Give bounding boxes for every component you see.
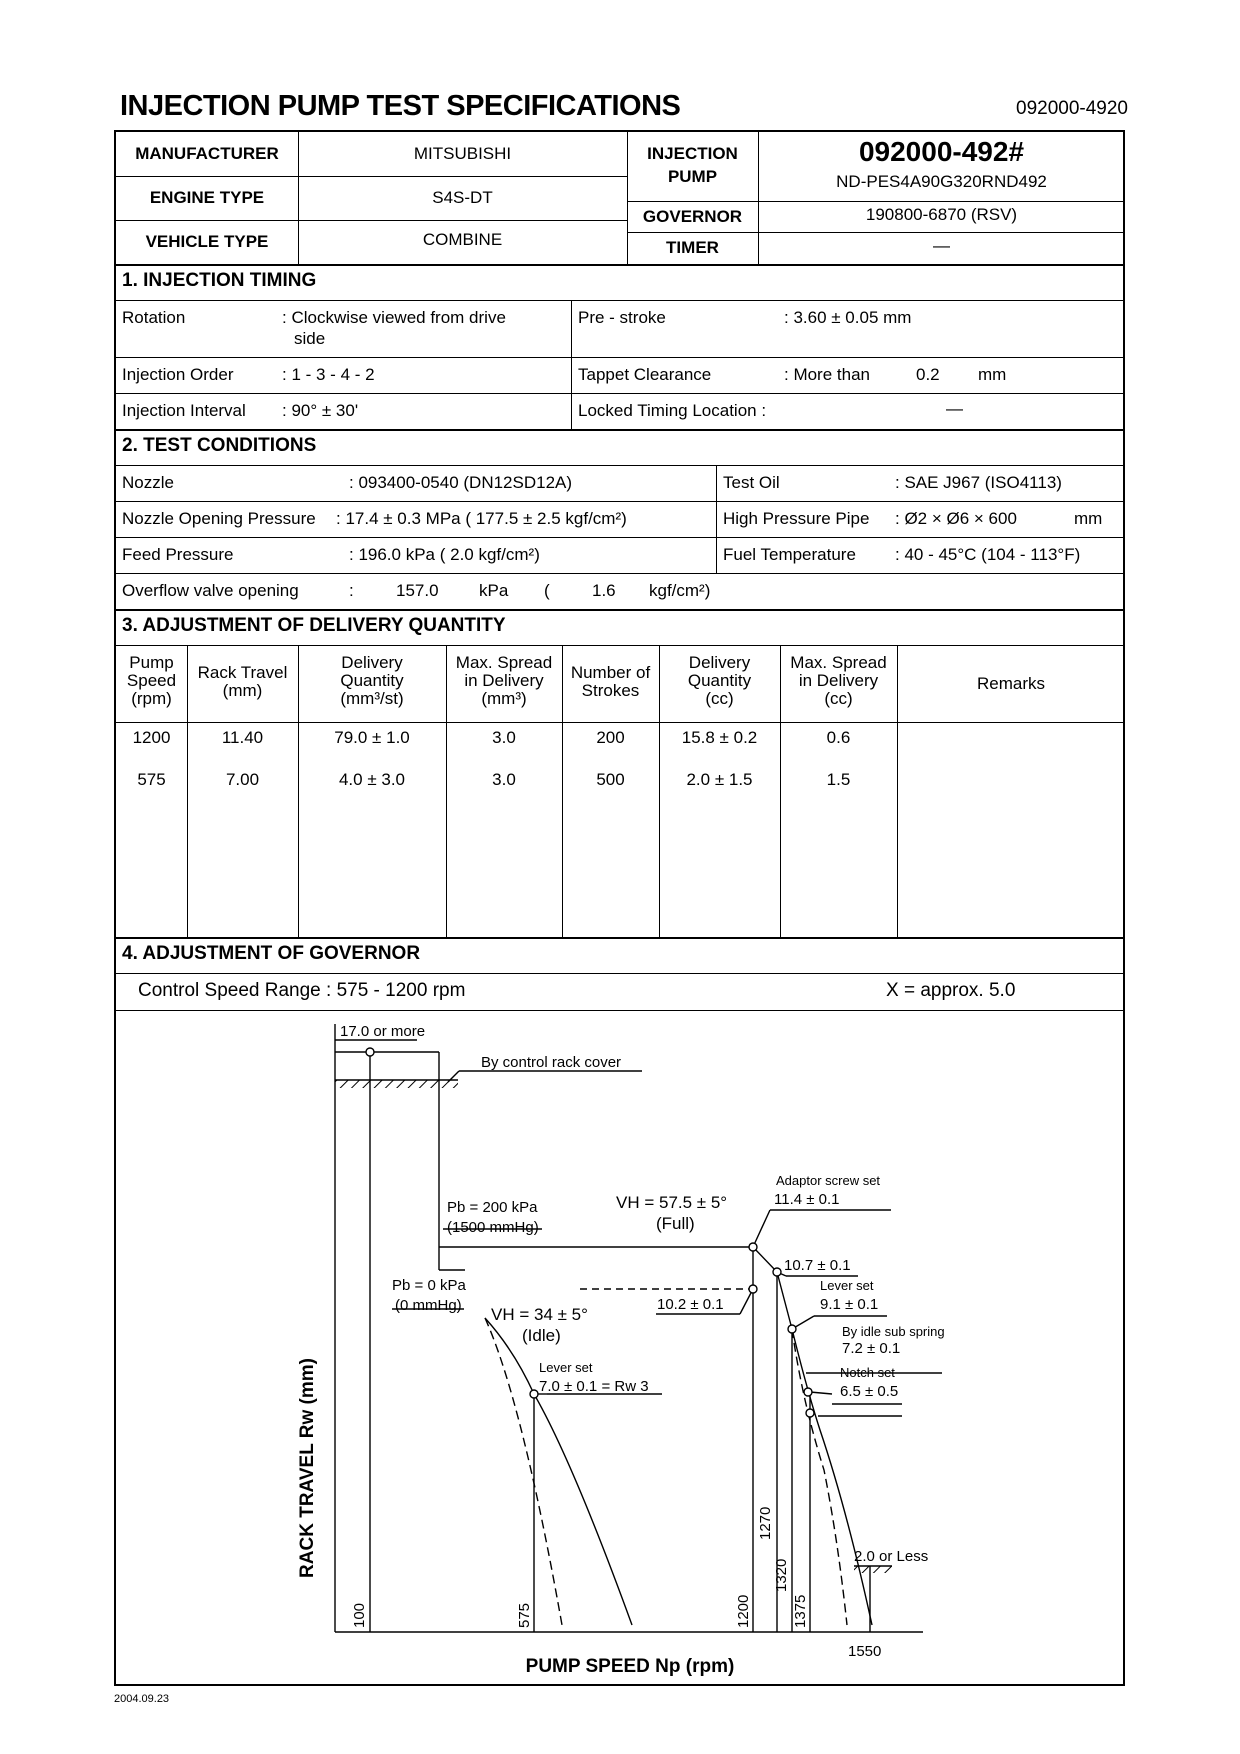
label-control-rack-cover: By control rack cover (481, 1054, 622, 1071)
delivery-table-cell: 15.8 ± 0.2 (681, 728, 758, 747)
delivery-table-header-line: in Delivery (464, 671, 544, 690)
tappet-clearance-value: : More than (784, 365, 870, 384)
label-10-7: 10.7 ± 0.1 (784, 1257, 851, 1274)
timer-value: — (933, 236, 950, 255)
delivery-table-header-line: Quantity (687, 671, 752, 690)
label-notch-set: Notch set (840, 1365, 895, 1380)
delivery-table-header-line: Remarks (976, 674, 1045, 693)
pump-number: 092000-492# (858, 136, 1025, 167)
delivery-table-header-cell (780, 654, 897, 708)
injection-interval-value: : 90° ± 30' (282, 401, 359, 420)
feed-pressure-value: : 196.0 kPa ( 2.0 kgf/cm²) (349, 545, 540, 564)
delivery-table-cell: 2.0 ± 1.5 (686, 770, 753, 789)
locked-timing-value: — (946, 399, 963, 418)
injection-order-label: Injection Order (122, 365, 234, 384)
label-vh-full: VH = 57.5 ± 5° (616, 1193, 728, 1212)
governor-label: GOVERNOR (642, 207, 743, 226)
delivery-table-cell: 79.0 ± 1.0 (334, 728, 410, 747)
delivery-table-header-cell (187, 664, 298, 700)
label-idle: (Idle) (522, 1326, 561, 1345)
section-injection-timing-title: 1. INJECTION TIMING (122, 270, 317, 291)
label-lever-set-idle: Lever set (539, 1360, 593, 1375)
label-notch-value: 6.5 ± 0.5 (840, 1383, 899, 1400)
overflow-valve-colon: : (349, 581, 354, 600)
nozzle-value: : 093400-0540 (DN12SD12A) (349, 473, 573, 492)
label-full: (Full) (656, 1214, 695, 1233)
tick-1270: 1270 (757, 1506, 774, 1540)
test-oil-label: Test Oil (723, 473, 780, 492)
delivery-table-cell: 1.5 (826, 770, 851, 789)
overflow-valve-paren: ( (544, 581, 550, 600)
overflow-valve-label: Overflow valve opening (122, 581, 299, 600)
delivery-table-header-line: Speed (126, 671, 177, 690)
section-delivery-quantity-title: 3. ADJUSTMENT OF DELIVERY QUANTITY (122, 615, 506, 636)
delivery-table-cell: 0.6 (826, 728, 851, 747)
label-pb-200-kpa: Pb = 200 kPa (447, 1199, 538, 1216)
x-approx-value: X = approx. 5.0 (886, 980, 1016, 1001)
label-lever-set-value: 9.1 ± 0.1 (820, 1296, 879, 1313)
manufacturer-value: MITSUBISHI (413, 144, 512, 163)
delivery-table-cell: 3.0 (492, 770, 516, 789)
label-lever-set-rw3: 7.0 ± 0.1 = Rw 3 (539, 1378, 649, 1395)
footer-date: 2004.09.23 (114, 1693, 170, 1705)
rotation-value-cont: side (294, 329, 326, 348)
engine-type-label: ENGINE TYPE (149, 188, 265, 207)
label-17-or-more: 17.0 or more (340, 1023, 426, 1040)
delivery-table-header-line: (cc) (824, 689, 853, 708)
delivery-table-header-line: (mm³) (481, 689, 527, 708)
high-pressure-pipe-label: High Pressure Pipe (723, 509, 870, 528)
delivery-table-header-line: Rack Travel (197, 663, 288, 682)
feed-pressure-label: Feed Pressure (122, 545, 234, 564)
page-title: INJECTION PUMP TEST SPECIFICATIONS (120, 90, 681, 122)
label-pb-0-mmhg: (0 mmHg) (395, 1297, 462, 1314)
fuel-temperature-value: : 40 - 45°C (104 - 113°F) (895, 545, 1081, 564)
delivery-table-header-cell (298, 654, 446, 708)
label-adaptor-value: 11.4 ± 0.1 (774, 1191, 840, 1208)
delivery-table-header-line: Pump (129, 653, 174, 672)
delivery-table-cell: 500 (596, 770, 625, 789)
delivery-table-header-line: Strokes (581, 681, 640, 700)
tappet-clearance-number: 0.2 (916, 365, 940, 384)
delivery-table-cell: 11.40 (221, 728, 264, 747)
rotation-value: : Clockwise viewed from drive (282, 308, 506, 327)
tappet-clearance-unit: mm (978, 365, 1007, 384)
label-pb-200-mmhg: (1500 mmHg) (447, 1219, 539, 1236)
engine-type-value: S4S-DT (432, 188, 493, 207)
delivery-table-header-line: Quantity (340, 671, 404, 690)
spec-sheet (114, 130, 1125, 1686)
section-test-conditions-title: 2. TEST CONDITIONS (122, 435, 317, 456)
nozzle-opening-pressure-label: Nozzle Opening Pressure (122, 509, 316, 528)
delivery-table-header-line: in Delivery (798, 671, 879, 690)
delivery-table-cell: 7.00 (225, 770, 260, 789)
delivery-table-cell: 575 (137, 770, 166, 789)
label-idle-sub-spring: By idle sub spring (842, 1324, 945, 1339)
prestroke-value: : 3.60 ± 0.05 mm (784, 308, 912, 327)
nozzle-opening-pressure-value: : 17.4 ± 0.3 MPa ( 177.5 ± 2.5 kgf/cm²) (336, 509, 627, 528)
delivery-table-header-cell (897, 675, 1125, 693)
governor-diagram (116, 1010, 1123, 1686)
delivery-table-header-cell (446, 654, 562, 708)
delivery-table-cell: 1200 (132, 728, 171, 747)
timer-label: TIMER (666, 238, 719, 257)
tick-1375: 1375 (792, 1594, 809, 1628)
label-adaptor-screw: Adaptor screw set (776, 1173, 881, 1188)
delivery-table-header-line: (rpm) (131, 689, 172, 708)
delivery-table-header-line: Max. Spread (455, 653, 553, 672)
delivery-table-cell: 3.0 (492, 728, 516, 747)
overflow-valve-kgf: 1.6 (592, 581, 616, 600)
tick-575: 575 (516, 1602, 533, 1628)
delivery-table-cell: 200 (596, 728, 625, 747)
vehicle-type-label: VEHICLE TYPE (145, 232, 269, 251)
tick-1320: 1320 (773, 1558, 790, 1592)
delivery-table-header-cell (659, 654, 780, 708)
label-idle-sub-value: 7.2 ± 0.1 (842, 1340, 901, 1357)
label-10-2: 10.2 ± 0.1 (657, 1296, 724, 1313)
label-vh-idle: VH = 34 ± 5° (491, 1305, 588, 1324)
section-governor-title: 4. ADJUSTMENT OF GOVERNOR (122, 943, 421, 964)
rotation-label: Rotation (122, 308, 186, 327)
y-axis-label: RACK TRAVEL Rw (mm) (297, 1358, 318, 1578)
test-oil-value: : SAE J967 (ISO4113) (895, 473, 1062, 492)
manufacturer-label: MANUFACTURER (135, 144, 279, 163)
delivery-table-header-cell (116, 654, 187, 708)
delivery-table-header-line: Max. Spread (790, 653, 887, 672)
locked-timing-label: Locked Timing Location : (578, 401, 767, 420)
delivery-table-cell: 4.0 ± 3.0 (338, 770, 406, 789)
tick-100: 100 (351, 1602, 368, 1628)
nozzle-label: Nozzle (122, 473, 174, 492)
label-lever-set-full: Lever set (820, 1278, 874, 1293)
label-pb-0-kpa: Pb = 0 kPa (392, 1277, 466, 1294)
tappet-clearance-label: Tappet Clearance (578, 365, 712, 384)
delivery-table-header-line: Delivery (341, 653, 403, 672)
label-2-or-less: 2.0 or Less (854, 1548, 929, 1565)
delivery-table-header-line: (mm) (222, 681, 263, 700)
injection-order-value: : 1 - 3 - 4 - 2 (282, 365, 375, 384)
prestroke-label: Pre - stroke (578, 308, 666, 327)
delivery-table-header-line: Number of (570, 663, 651, 682)
overflow-valve-kpa: 157.0 (396, 581, 439, 600)
high-pressure-pipe-value: : Ø2 × Ø6 × 600 (895, 509, 1017, 528)
delivery-table-header-line: (mm³/st) (340, 689, 404, 708)
delivery-table-header-line: (cc) (705, 689, 734, 708)
delivery-table-header-line: Delivery (688, 653, 751, 672)
control-speed-range: Control Speed Range : 575 - 1200 rpm (138, 980, 466, 1001)
injection-pump-label: INJECTION PUMP (647, 144, 738, 186)
high-pressure-pipe-unit: mm (1074, 509, 1103, 528)
overflow-valve-kpa-unit: kPa (479, 581, 509, 600)
document-number: 092000-4920 (1016, 98, 1128, 119)
governor-value: 190800-6870 (RSV) (865, 205, 1018, 224)
tick-1550: 1550 (848, 1643, 882, 1660)
pump-code: ND-PES4A90G320RND492 (836, 172, 1047, 191)
vehicle-type-value: COMBINE (422, 230, 503, 249)
x-axis-label: PUMP SPEED Np (rpm) (525, 1656, 735, 1677)
fuel-temperature-label: Fuel Temperature (723, 545, 856, 564)
tick-1200: 1200 (735, 1594, 752, 1628)
injection-interval-label: Injection Interval (122, 401, 246, 420)
delivery-table-header-cell (562, 664, 659, 700)
overflow-valve-kgf-unit: kgf/cm²) (649, 581, 711, 600)
